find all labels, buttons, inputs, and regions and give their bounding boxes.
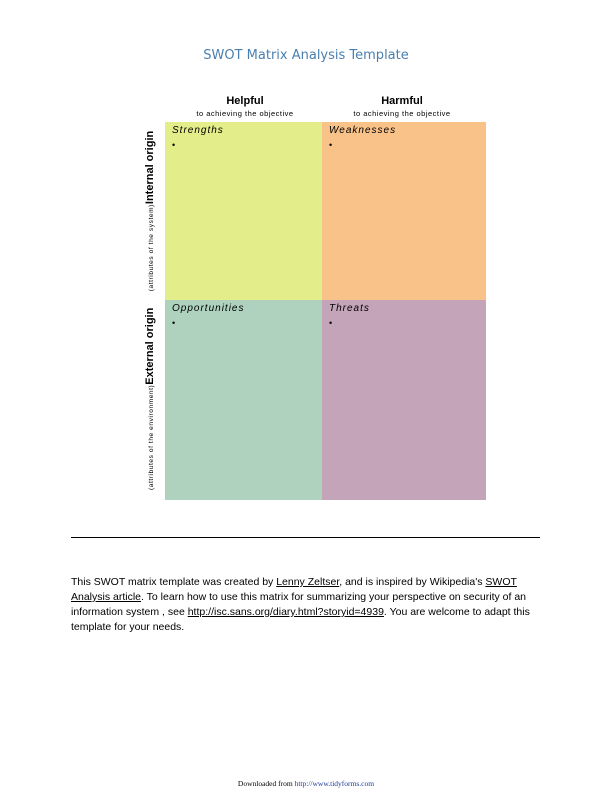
quadrant-label: Threats	[329, 303, 370, 314]
quadrant-weaknesses[interactable]	[322, 122, 486, 300]
bullet-point: •	[172, 140, 176, 150]
quadrant-threats[interactable]	[322, 300, 486, 500]
row-sublabel: (attributes of the system)	[148, 204, 155, 292]
quadrant-label: Opportunities	[172, 303, 245, 314]
row-sublabel: (attributes of the environment)	[148, 384, 155, 490]
description-text: . To learn how to use this matrix for summarizing your perspective on security of an information system , see	[71, 591, 527, 618]
description-paragraph	[71, 575, 541, 635]
divider	[71, 537, 540, 538]
footer-url[interactable]: http://www.tidyforms.com	[294, 779, 375, 788]
page-title: SWOT Matrix Analysis Template	[203, 48, 409, 63]
column-sublabel: to achieving the objective	[196, 109, 294, 118]
description-text: This SWOT matrix template was created by	[71, 576, 277, 588]
quadrant-opportunities[interactable]	[165, 300, 322, 500]
column-sublabel: to achieving the objective	[353, 109, 451, 118]
quadrant-strengths[interactable]	[165, 122, 322, 300]
wikipedia-article-link[interactable]: SWOT Analysis article	[71, 576, 517, 603]
quadrant-label: Weaknesses	[329, 125, 397, 136]
footer	[0, 779, 612, 788]
description-text: , and is inspired by Wikipedia's	[339, 576, 486, 588]
row-label: Internal origin	[144, 130, 156, 205]
description-text: . You are welcome to adapt this template for your needs.	[71, 606, 530, 633]
row-label: External origin	[144, 307, 156, 385]
footer-prefix: Downloaded from	[237, 779, 295, 788]
column-header-harmful	[322, 95, 482, 118]
bullet-point: •	[329, 140, 333, 150]
author-link[interactable]: Lenny Zeltser	[276, 576, 340, 588]
quadrant-label: Strengths	[172, 125, 224, 136]
bullet-point: •	[329, 318, 333, 328]
diary-link[interactable]: http://isc.sans.org/diary.html?storyid=4939	[187, 606, 384, 618]
row-header-internal	[140, 121, 154, 301]
bullet-point: •	[172, 318, 176, 328]
row-header-external	[140, 307, 156, 490]
column-label: Harmful	[381, 95, 423, 107]
column-label: Helpful	[226, 95, 264, 107]
column-header-helpful	[165, 95, 325, 118]
